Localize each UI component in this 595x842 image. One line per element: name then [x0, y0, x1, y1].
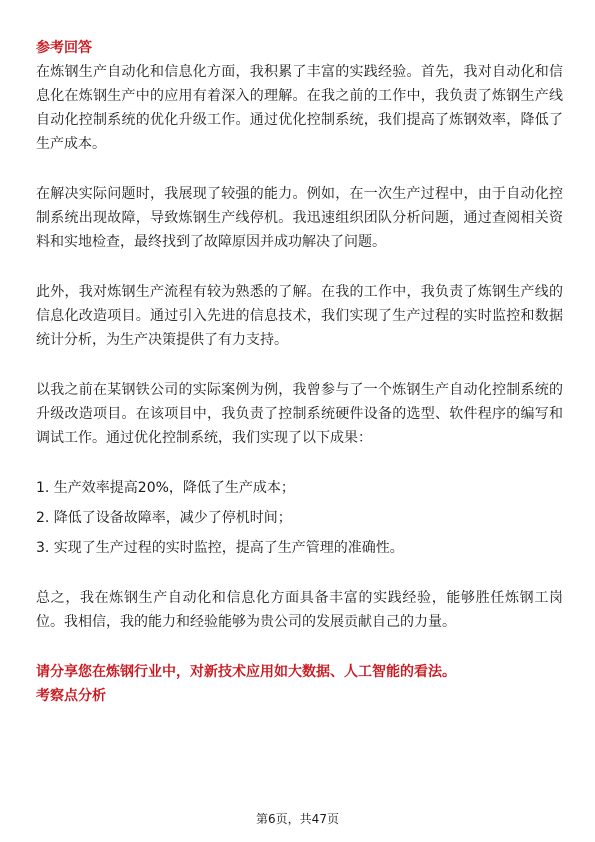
answer-heading: 参考回答 [36, 40, 92, 56]
list-item: 1. 生产效率提高20%，降低了生产成本； [36, 480, 295, 496]
list-item: 3. 实现了生产过程的实时监控，提高了生产管理的准确性。 [36, 540, 404, 556]
analysis-heading: 考察点分析 [36, 688, 106, 704]
page-number: 第6页，共47页 [256, 812, 339, 826]
paragraph-problem-solving: 在解决实际问题时，我展现了较强的能力。例如，在一次生产过程中，由于自动化控制系统出现故障，导致炼钢生产线停机。我迅速组织团队分析问题，通过查阅相关资料和实地检查，最终找到了故障原因并成功解决了问题。 [36, 186, 563, 250]
list-item: 2. 降低了设备故障率，减少了停机时间； [36, 510, 292, 526]
document-page [36, 36, 563, 708]
paragraph-experience: 在炼钢生产自动化和信息化方面，我积累了丰富的实践经验。首先，我对自动化和信息化在炼钢生产中的应用有着深入的理解。在我之前的工作中，我负责了炼钢生产线自动化控制系统的优化升级工作。通过优化控制系统，我们提高了炼钢效率，降低了生产成本。 [36, 64, 563, 152]
next-question: 请分享您在炼钢行业中，对新技术应用如大数据、人工智能的看法。 [36, 664, 456, 680]
paragraph-case-study: 以我之前在某钢铁公司的实际案例为例，我曾参与了一个炼钢生产自动化控制系统的升级改造项目。在该项目中，我负责了控制系统硬件设备的选型、软件程序的编写和调试工作。通过优化控制系统，我们实现了以下成果： [36, 382, 563, 446]
paragraph-process-knowledge: 此外，我对炼钢生产流程有较为熟悉的了解。在我的工作中，我负责了炼钢生产线的信息化改造项目。通过引入先进的信息技术，我们实现了生产过程的实时监控和数据统计分析，为生产决策提供了有力支持。 [36, 284, 563, 348]
results-list [36, 476, 563, 560]
paragraph-conclusion: 总之，我在炼钢生产自动化和信息化方面具备丰富的实践经验，能够胜任炼钢工岗位。我相信，我的能力和经验能够为贵公司的发展贡献自己的力量。 [36, 590, 563, 630]
